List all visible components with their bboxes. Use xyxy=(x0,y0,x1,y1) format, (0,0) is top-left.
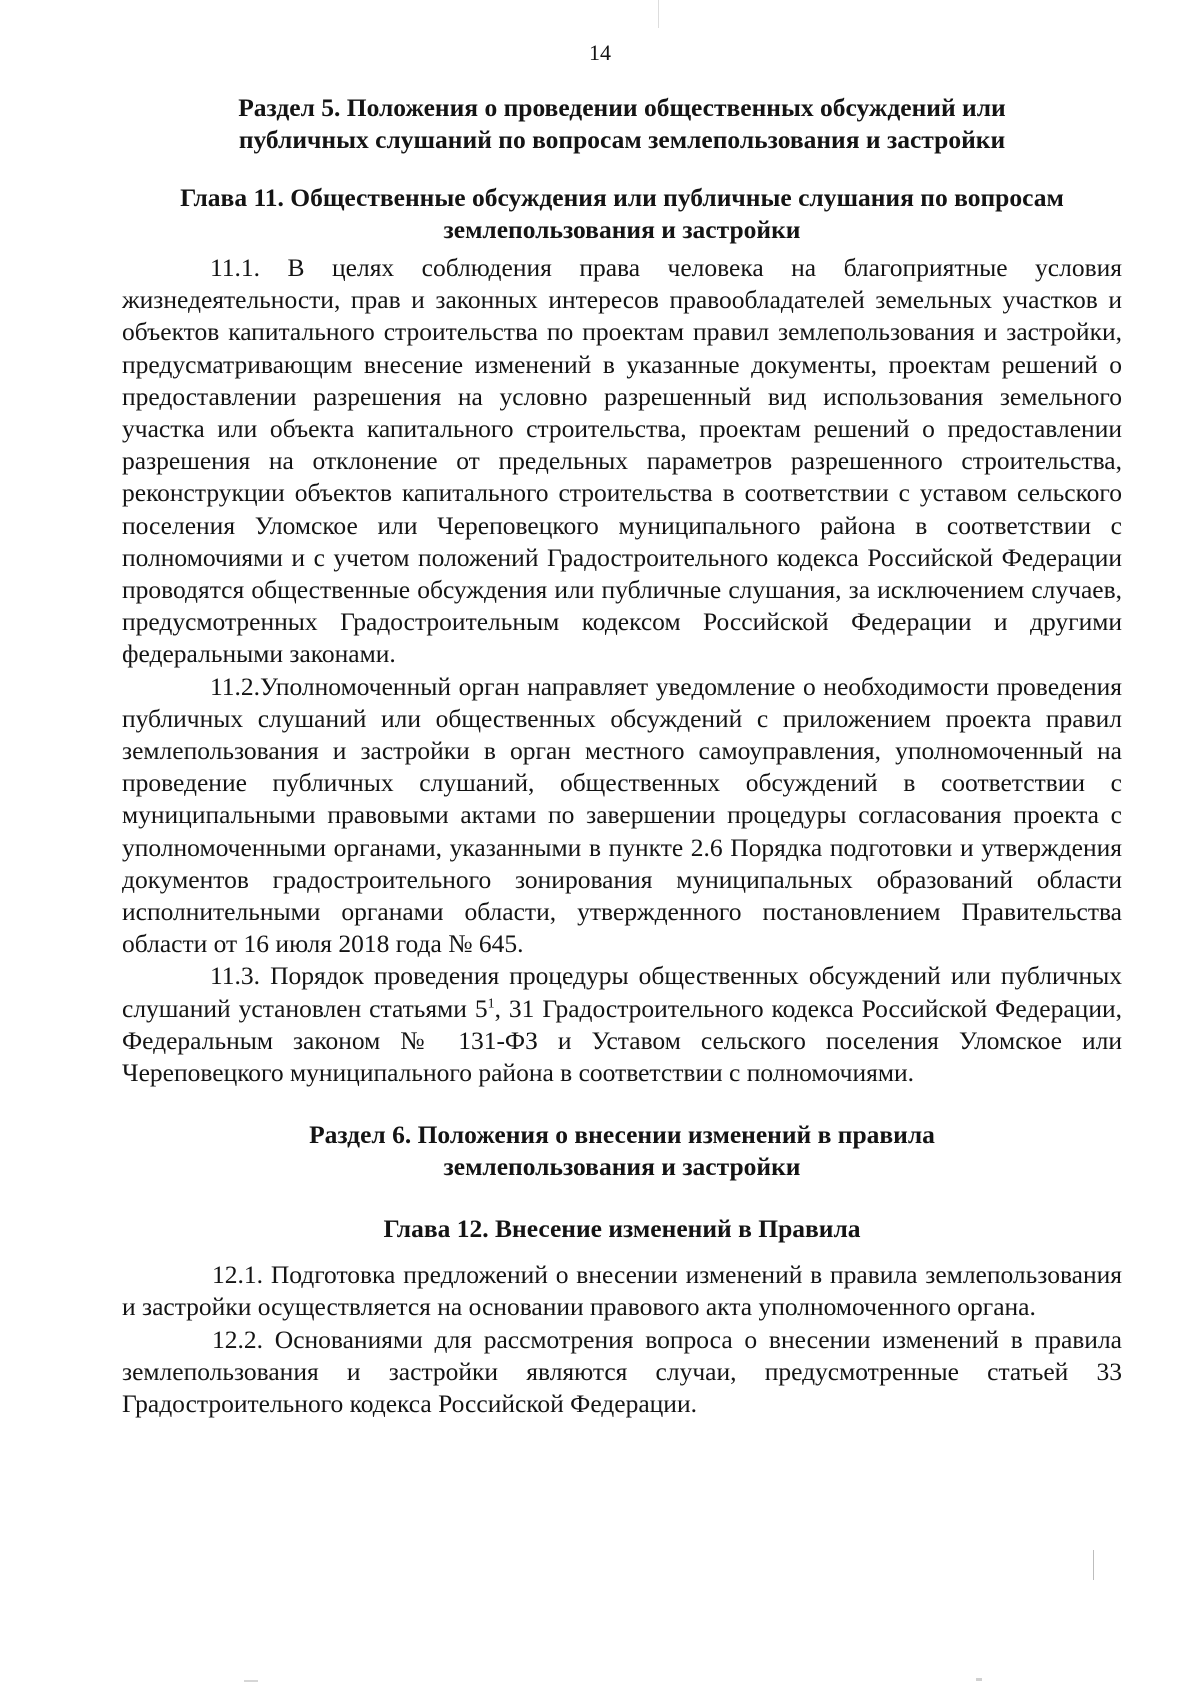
section-5-title-line1: Раздел 5. Положения о проведении общественных обсуждений или xyxy=(238,93,1006,122)
chapter-11-title-line2: землепользования и застройки xyxy=(443,215,801,244)
paragraph-12-1: 12.1. Подготовка предложений о внесении изменений в правила землепользования и застройки осуществляется на основании правового акта уполномоченного органа. xyxy=(122,1260,1122,1322)
paragraph-11-1: 11.1. В целях соблюдения права человека на благоприятные условия жизнедеятельности, прав и законных интересов правообладателей земельных участков и объектов капитального строительства по проектам правил землепользования и застройки, предусматривающим внесение изменений в указанные документы, проектам решений о предоставлении разрешения на условно разрешенный вид использования земельного участка или объекта капитального строительства, проектам решений о предоставлении разрешения на отклонение от предельных параметров разрешенного строительства, реконструкции объектов капитального строительства в соответствии с уставом сельского поселения Уломское или Череповецкого муниципального района в соответствии с полномочиями и с учетом положений Градостроительного кодекса Российской Федерации проводятся общественные обсуждения или публичные слушания, за исключением случаев, предусмотренных Градостроительным кодексом Российской Федерации и другими федеральными законами. xyxy=(122,253,1122,669)
paragraph-11-3-part1: 11.3. Порядок проведения процедуры общественных обсуждений или публичных слушаний установлен статьями 5 xyxy=(122,961,1122,1023)
paragraph-11-2: 11.2.Уполномоченный орган направляет уведомление о необходимости проведения публичных слушаний или общественных обсуждений с приложением проекта правил землепользования и застройки в орган местного самоуправления, уполномоченный на проведение публичных слушаний, общественных обсуждений в соответствии с муниципальными правовыми актами по завершении процедуры согласования проекта с уполномоченными органами, указанными в пункте 2.6 Порядка подготовки и утверждения документов градостроительного зонирования муниципальных образований области исполнительными органами области, утвержденного постановлением Правительства области от 16 июля 2018 года № 645. xyxy=(122,671,1122,959)
paragraph-11-3-part2: , 31 Градостроительного кодекса Российской Федерации, Федеральным законом № 131-ФЗ и Уставом сельского поселения Уломское или Череповецкого муниципального района в соответствии с полномочиями. xyxy=(122,993,1122,1088)
paragraph-11-3 xyxy=(122,960,1122,1089)
scan-mark xyxy=(244,1680,258,1682)
paragraph-12-2: 12.2. Основаниями для рассмотрения вопроса о внесении изменений в правила землепользования и застройки являются случаи, предусмотренные статьей 33 Градостроительного кодекса Российской Федерации. xyxy=(122,1324,1122,1419)
section-6-title-line1: Раздел 6. Положения о внесении изменений в правила xyxy=(309,1120,935,1150)
chapter-12-title: Глава 12. Внесение изменений в Правила xyxy=(383,1214,861,1244)
document-body xyxy=(122,92,1122,1420)
chapter-11-title-line1: Глава 11. Общественные обсуждения или публичные слушания по вопросам xyxy=(180,183,1064,212)
section-5-title xyxy=(122,92,1122,156)
section-6-title-line2: землепользования и застройки xyxy=(443,1152,801,1182)
scan-mark xyxy=(658,0,659,28)
superscript-note: 1 xyxy=(487,996,495,1012)
section-5-title-line2: публичных слушаний по вопросам землепользования и застройки xyxy=(238,125,1006,154)
scan-mark xyxy=(1093,1550,1094,1580)
page-number: 14 xyxy=(589,40,611,65)
chapter-11-title xyxy=(122,182,1122,246)
scan-mark xyxy=(976,1678,982,1681)
section-6-title xyxy=(122,1119,1122,1183)
